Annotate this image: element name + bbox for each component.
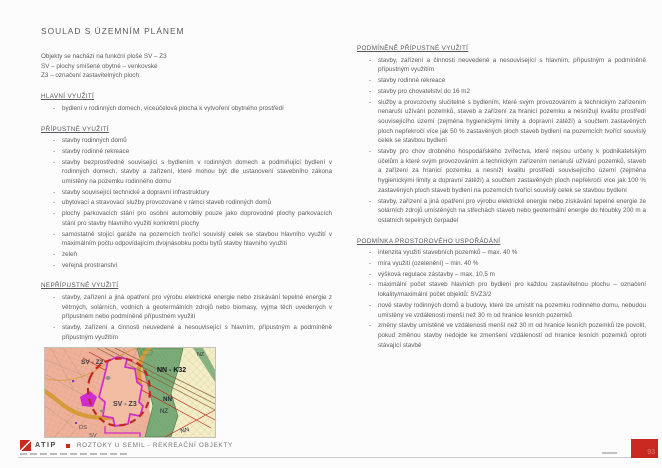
- bullet-item: [41, 209, 332, 228]
- bullet-text: stavby rodinné rekreace: [378, 77, 446, 85]
- bullet-dash: -: [53, 261, 56, 269]
- map-label-nz-right: NZ: [160, 409, 168, 415]
- section-podm-nka-prostorov-ho-uspo-d-n: [357, 237, 646, 351]
- bullet-dash: -: [53, 137, 56, 145]
- bullet-item: [357, 301, 646, 320]
- bullet-dash: -: [53, 250, 56, 258]
- bullet-text: služby a provozovny slučitelné s bydlením, které svým provozováním a technickým zařízením nenaruší užívání pozemků, staveb a zařízení za hranicí pozemku a nesnižují kvalitu prostředí souvisejícího území (zejména hygienickými limity a dopravní zátěží) a součtem zastavěných ploch nepřekročí více jak 50 % zastavěných ploch staveb bydlení na pozemcích tvořící souvislý celek se stavbou bydlení: [378, 98, 646, 145]
- bullet-dash: -: [369, 322, 372, 330]
- footer-fine-print: [20, 453, 128, 456]
- bullet-item: [41, 158, 332, 187]
- bullet-item: [41, 147, 332, 157]
- bullet-item: [41, 136, 332, 146]
- left-column: [41, 52, 332, 344]
- atip-logo-text: ATIP: [35, 442, 57, 449]
- bullet-dash: -: [53, 188, 56, 196]
- bullet-dash: -: [53, 210, 56, 218]
- bullet-dash: -: [369, 56, 372, 64]
- bullet-dash: -: [369, 197, 372, 205]
- section-nep-pustn-vyu-it: [41, 281, 332, 342]
- section-heading: PODMÍNĚNĚ PŘÍPUSTNÉ VYUŽITÍ: [357, 45, 469, 52]
- page-number-box: [631, 439, 658, 458]
- right-sections: [357, 44, 646, 350]
- bullet-dash: -: [369, 260, 372, 268]
- page-title: SOULAD S ÚZEMNÍM PLÁNEM: [41, 26, 185, 36]
- footer-bullet-icon: [66, 444, 70, 448]
- section-p-pustn-vyu-it: [41, 125, 332, 271]
- page-number: 93: [647, 449, 655, 456]
- bullet-dash: -: [369, 249, 372, 257]
- left-sections: [41, 92, 332, 342]
- bullet-item: [41, 250, 332, 260]
- section-podm-n-n-p-pustn-vyu-it: [357, 44, 646, 226]
- section-heading: PODMÍNKA PROSTOROVÉHO USPOŘÁDÁNÍ: [357, 237, 501, 245]
- intro-line: SV – plochy smíšené obytné – venkovské: [41, 62, 158, 70]
- bullet-text: stavby rodinné rekreace: [62, 147, 130, 155]
- bullet-dash: -: [369, 77, 372, 85]
- bullet-item: [357, 197, 646, 226]
- bullet-dash: -: [369, 281, 372, 289]
- zoning-map: [44, 347, 216, 438]
- intro-line: Objekty se nachází na funkční ploše SV – Z3: [41, 53, 167, 60]
- bullet-item: [357, 280, 646, 299]
- map-label-nn-bottom: NN: [180, 427, 190, 435]
- right-column: [357, 44, 646, 351]
- map-label-nz-top: NZ: [197, 352, 205, 358]
- section-heading: NEPŘÍPUSTNÉ VYUŽITÍ: [41, 282, 119, 290]
- bullet-text: stavby pro chovatelství do 16 m2: [378, 87, 471, 95]
- bullet-text: plochy parkovacích stání pro osobní automobily pouze jako doprovodné plochy parkovacích stání pro stavby hlavního využití konkrétní plochy: [62, 210, 332, 227]
- bullet-item: [357, 147, 646, 196]
- bullet-text: stavby, zařízení a činnosti neuvedené a nesouvisející s hlavním, přípustným a podmíněně přípustným využitím: [62, 324, 332, 341]
- intro-line: Z3 – označení zastavitelných ploch: [41, 72, 140, 80]
- bullet-item: [357, 321, 646, 350]
- bullet-dash: -: [369, 98, 372, 106]
- section-heading: PŘÍPUSTNÉ VYUŽITÍ: [41, 125, 109, 133]
- footer-tick: [602, 452, 617, 454]
- footer: [20, 439, 233, 452]
- bullet-item: [357, 98, 646, 147]
- bullet-text: samostatně stojící garáže na pozemcích tvořící souvislý celek se stavbou hlavního využití v maximálním počtu odpovídajícím dvojnásobku počtu bytů stavby hlavního využití: [62, 230, 332, 248]
- map-label-sv-z3: SV - Z3: [113, 401, 137, 408]
- bullet-item: [41, 323, 332, 342]
- bullet-text: veřejná prostranství: [62, 261, 118, 269]
- bullet-item: [41, 104, 332, 114]
- bullet-item: [357, 76, 646, 86]
- bullet-dash: -: [53, 294, 56, 302]
- bullet-item: [357, 248, 646, 258]
- bullet-item: [41, 261, 332, 271]
- map-label-nn-k32: NN - K32: [157, 367, 187, 374]
- map-label-ds: DS: [79, 425, 88, 431]
- map-label-sv-z2: SV - Z2: [81, 359, 104, 366]
- bullet-text: stavby pro chov drobného hospodářského zvířectva, které nejsou určeny k podnikatelským účelům a které svým provozováním a technickým zařízením nenaruší užívání pozemků, staveb a zařízení za hranicí pozemku a nesníží kvalitu prostředí souvisejícího území (zejména hygienickými limity a dopravní zátěží) a součtem zastavěných ploch nepřekročí více jak 100 % zastavěných ploch staveb bydlení na pozemcích tvořící souvislý celek se stavbou bydlení: [378, 148, 646, 194]
- bullet-dash: -: [369, 148, 372, 156]
- bullet-text: stavby související technické a dopravní infrastruktury: [62, 188, 210, 196]
- bullet-item: [357, 56, 646, 75]
- footer-divider: [18, 457, 645, 458]
- bullet-item: [41, 198, 332, 208]
- bullet-dash: -: [53, 104, 56, 112]
- bullet-text: maximální počet staveb hlavních pro bydlení pro každou zastavitelnou plochu – označení lokality/maximální počet objektů: SVZ3/2: [378, 281, 646, 299]
- atip-logo-icon: [20, 440, 31, 451]
- map-label-nn-right: NN: [163, 396, 172, 403]
- bullet-item: [41, 188, 332, 198]
- bullet-text: stavby, zařízení a jiná opatření pro výrobu elektrické energie nebo získávání tepelné energie ze solárních zdrojů umístěných na střechách staveb nebo geotermální energie do hloubky 200 m a ostatních tepelných čerpadel: [378, 197, 646, 224]
- bullet-text: nové stavby rodinných domů a budovy, které lze umístit na pozemku rodinného domu, nebudou umístěny ve vzdálenosti menší než 30 m od hranice lesních pozemků: [378, 301, 646, 319]
- bullet-dash: -: [369, 301, 372, 309]
- map-label-sv-bottom: SV: [89, 433, 97, 437]
- intro-block: [41, 52, 332, 81]
- section-heading: HLAVNÍ VYUŽITÍ: [41, 93, 95, 101]
- bullet-text: ubytovací a stravovací služby provozované v rámci staveb rodinných domů: [62, 199, 271, 207]
- bullet-text: zeleň: [62, 250, 78, 258]
- bullet-text: stavby, zařízení a činnosti neuvedené a nesouvisející s hlavním, přípustným a podmíněně přípustným využitím: [378, 56, 646, 74]
- bullet-dash: -: [53, 324, 56, 332]
- bullet-text: změny stavby umístěné ve vzdálenosti menší než 30 m od hranice lesních pozemků lze povolit, pokud změnou stavby nedojde ke zmenšení vzdálenosti od hranice lesních pozemků oproti stávající stavbě: [378, 322, 646, 349]
- bullet-item: [41, 230, 332, 249]
- bullet-item: [41, 293, 332, 322]
- bullet-item: [357, 270, 646, 280]
- bullet-item: [357, 87, 646, 97]
- bullet-dash: -: [53, 230, 56, 238]
- bullet-text: stavby rodinných domů: [62, 137, 127, 145]
- bullet-dash: -: [369, 87, 372, 95]
- bullet-text: bydlení v rodinných domech, víceúčelová plocha k vytvoření obytného prostředí: [62, 104, 284, 112]
- bullet-dash: -: [369, 270, 372, 278]
- bullet-text: stavby, zařízení a jiná opatření pro výrobu elektrické energie nebo získávání tepelné energie z větrných, solárních, vodních a geotermálních zdrojů nebo biomasy, vyjma těch uvedených v přípustném nebo podmíněně přípustném využití: [62, 294, 332, 321]
- bullet-dash: -: [53, 199, 56, 207]
- zoning-map-image: [45, 348, 215, 437]
- bullet-item: [357, 259, 646, 269]
- bullet-text: intenzita využití stavebních pozemků – max. 40 %: [378, 249, 518, 257]
- bullet-text: stavby bezprostředně související s bydlením v rodinných domech a podmiňující bydlení v rodinných domech, stavby a zařízení, které mohou být dle ustanovení stavebního zákona umístěny na pozemku rodinného domu: [62, 158, 332, 186]
- bullet-text: míra využití (ozelenění) – min. 40 %: [378, 260, 479, 268]
- bullet-dash: -: [53, 147, 56, 155]
- footer-project-title: ROZTOKY U SEMIL - REKREAČNÍ OBJEKTY: [76, 442, 233, 449]
- bullet-dash: -: [53, 158, 56, 166]
- section-hlavn-vyu-it: [41, 92, 332, 113]
- bullet-text: výšková regulace zástavby – max. 10,5 m: [378, 270, 495, 278]
